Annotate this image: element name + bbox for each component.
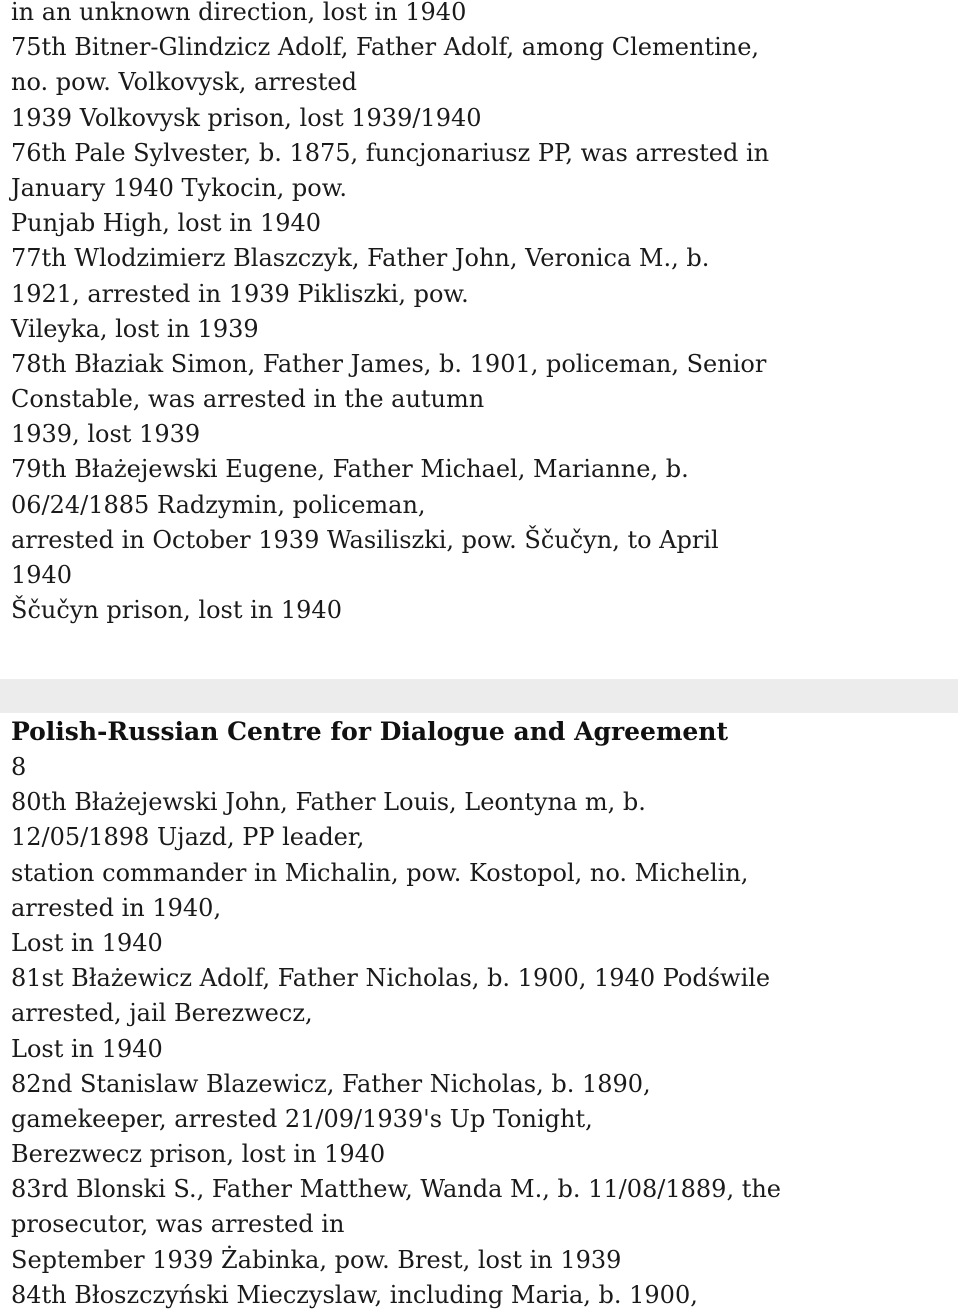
- text-line: Ščučyn prison, lost in 1940: [11, 596, 342, 625]
- text-line: Constable, was arrested in the autumn: [11, 385, 485, 414]
- text-line: Vileyka, lost in 1939: [11, 314, 259, 343]
- page-divider: [0, 679, 958, 713]
- text-line: arrested, jail Berezwecz,: [11, 999, 313, 1028]
- text-line: 81st Błażewicz Adolf, Father Nicholas, b. 1900, 1940 Podświle: [11, 964, 771, 993]
- text-line: 75th Bitner-Glindzicz Adolf, Father Adolf, among Clementine,: [11, 33, 760, 62]
- text-line: no. pow. Volkovysk, arrested: [11, 68, 357, 97]
- text-line: gamekeeper, arrested 21/09/1939's Up Tonight,: [11, 1104, 593, 1133]
- page-top-text-block: [11, 0, 951, 628]
- page-number: 8: [11, 753, 27, 781]
- text-line: 78th Błaziak Simon, Father James, b. 1901, policeman, Senior: [11, 349, 767, 378]
- text-line: station commander in Michalin, pow. Kostopol, no. Michelin,: [11, 858, 749, 887]
- text-line: in an unknown direction, lost in 1940: [11, 0, 467, 26]
- text-line: Berezwecz prison, lost in 1940: [11, 1140, 386, 1169]
- text-line: 1940: [11, 561, 73, 589]
- text-line: 77th Wlodzimierz Blaszczyk, Father John, Veronica M., b.: [11, 244, 710, 273]
- text-line: 06/24/1885 Radzymin, policeman,: [11, 490, 426, 519]
- text-line: 80th Błażejewski John, Father Louis, Leontyna m, b.: [11, 788, 646, 817]
- page-header-title: Polish-Russian Centre for Dialogue and Agreement: [11, 717, 729, 746]
- text-line: September 1939 Żabinka, pow. Brest, lost in 1939: [11, 1245, 622, 1274]
- text-line: Lost in 1940: [11, 928, 163, 957]
- text-line: 82nd Stanislaw Blazewicz, Father Nicholas, b. 1890,: [11, 1069, 651, 1098]
- text-line: prosecutor, was arrested in: [11, 1210, 345, 1239]
- text-line: 84th Błoszczyński Mieczyslaw, including Maria, b. 1900,: [11, 1280, 698, 1309]
- text-line: 1939 Volkovysk prison, lost 1939/1940: [11, 103, 482, 132]
- text-line: arrested in 1940,: [11, 893, 222, 922]
- text-line: 12/05/1898 Ujazd, PP leader,: [11, 823, 365, 852]
- text-line: 1939, lost 1939: [11, 420, 201, 449]
- text-line: 79th Błażejewski Eugene, Father Michael, Marianne, b.: [11, 455, 689, 484]
- text-line: 83rd Blonski S., Father Matthew, Wanda M., b. 11/08/1889, the: [11, 1175, 782, 1204]
- text-line: January 1940 Tykocin, pow.: [11, 173, 348, 202]
- text-line: 76th Pale Sylvester, b. 1875, funcjonariusz PP, was arrested in: [11, 138, 770, 167]
- text-line: arrested in October 1939 Wasiliszki, pow. Ščučyn, to April: [11, 525, 719, 554]
- text-line: Lost in 1940: [11, 1034, 163, 1063]
- text-line: 1921, arrested in 1939 Pikliszki, pow.: [11, 279, 469, 308]
- page-bottom-text-block: [11, 714, 951, 1313]
- text-line: Punjab High, lost in 1940: [11, 209, 322, 238]
